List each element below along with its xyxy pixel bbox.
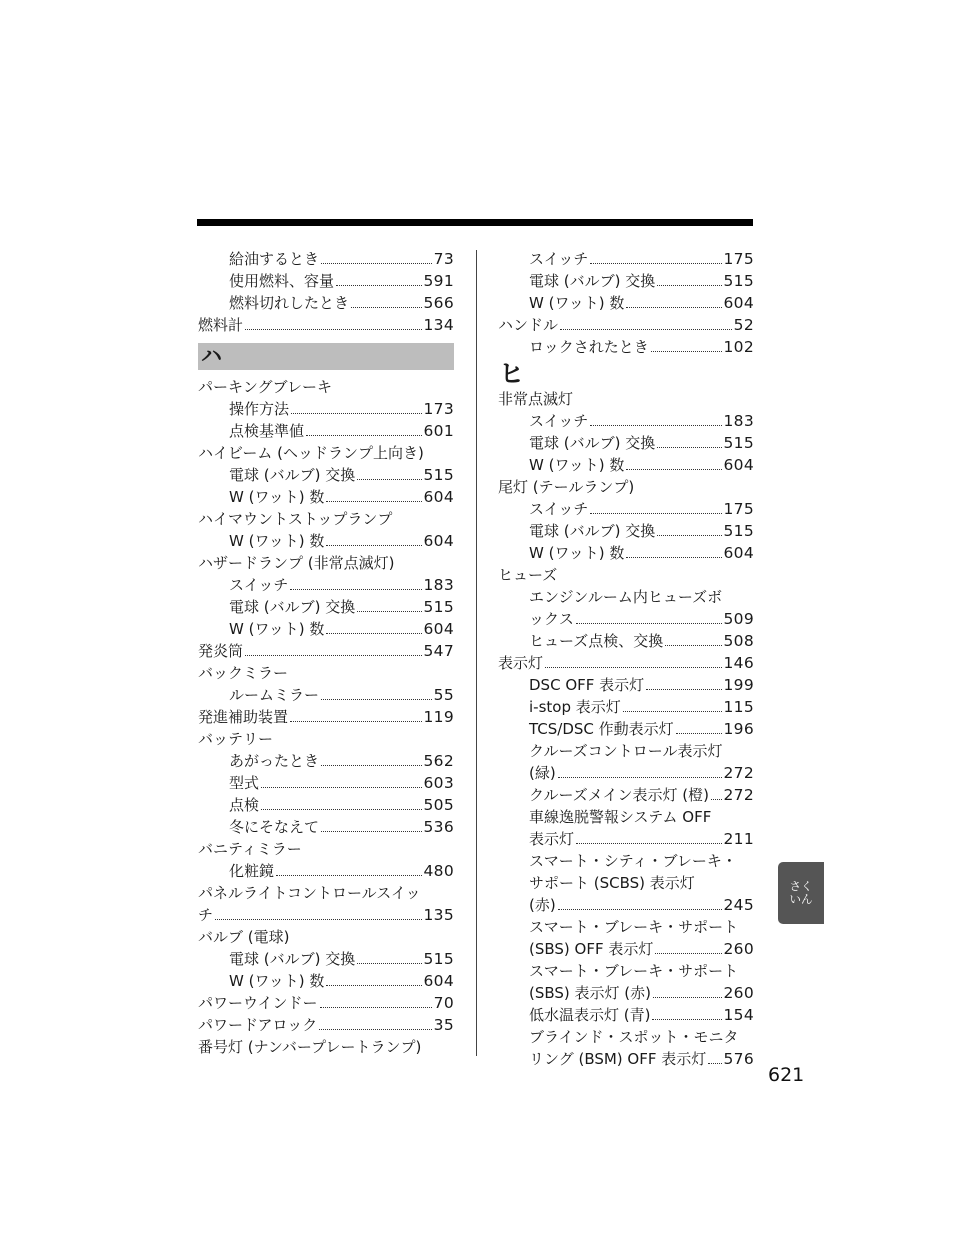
entry-label: W (ワット) 数 (529, 456, 625, 474)
index-subentry[interactable] (198, 530, 454, 552)
index-subentry[interactable] (498, 1048, 754, 1070)
index-subentry[interactable] (498, 784, 754, 806)
entry-label: 操作方法 (229, 400, 290, 418)
entry-page-ref[interactable]: 604 (423, 532, 454, 550)
entry-label: 点検 (229, 796, 260, 814)
index-entry-continuation: スマート・ブレーキ・サポート (529, 918, 739, 936)
entry-page-ref[interactable]: 199 (723, 676, 754, 694)
index-subentry[interactable] (498, 542, 754, 564)
entry-page-ref[interactable]: 604 (423, 620, 454, 638)
section-heading: ヒ (499, 359, 525, 388)
entry-label: 発炎筒 (198, 642, 244, 660)
entry-label: スイッチ (529, 412, 589, 430)
entry-label: (緑) (529, 764, 556, 782)
dot-leader (336, 285, 421, 286)
entry-page-ref[interactable]: 135 (423, 906, 454, 924)
entry-page-ref[interactable]: 154 (723, 1006, 754, 1024)
entry-label: スイッチ (229, 576, 289, 594)
index-subentry[interactable] (498, 828, 754, 850)
entry-label: W (ワット) 数 (529, 544, 625, 562)
index-heading (198, 728, 454, 750)
entry-label: スイッチ (529, 250, 589, 268)
index-heading-label: ハイビーム (ヘッドランプ上向き) (198, 444, 424, 462)
entry-label: 表示灯 (529, 830, 575, 848)
entry-label: i-stop 表示灯 (529, 698, 621, 716)
page-number: 621 (768, 1064, 805, 1086)
dot-leader (623, 711, 722, 712)
entry-label: ロックされたとき (529, 338, 649, 356)
entry-page-ref[interactable]: 604 (723, 294, 754, 312)
entry-page-ref[interactable]: 604 (723, 544, 754, 562)
entry-label: 電球 (バルブ) 交換 (529, 522, 656, 540)
index-entry-continuation: サポート (SCBS) 表示灯 (529, 874, 695, 892)
entry-page-ref[interactable]: 515 (723, 522, 754, 540)
entry-page-ref[interactable]: 480 (423, 862, 454, 880)
index-subentry[interactable] (198, 292, 454, 314)
index-heading-label: パーキングブレーキ (198, 378, 332, 396)
index-heading-label: ハザードランプ (非常点滅灯) (198, 554, 395, 572)
section-heading: ハ (198, 343, 454, 370)
dot-leader (320, 1007, 432, 1008)
dot-leader (590, 425, 721, 426)
index-subentry[interactable] (198, 794, 454, 816)
entry-page-ref[interactable]: 515 (423, 466, 454, 484)
entry-page-ref[interactable]: 102 (723, 338, 754, 356)
dot-leader (590, 513, 721, 514)
entry-label: リング (BSM) OFF 表示灯 (529, 1050, 707, 1068)
entry-page-ref[interactable]: 245 (723, 896, 754, 914)
index-subentry[interactable] (198, 398, 454, 420)
dot-leader (676, 733, 722, 734)
entry-label: W (ワット) 数 (229, 532, 325, 550)
entry-label: 低水温表示灯 (青) (529, 1006, 651, 1024)
index-subentry[interactable] (498, 982, 754, 1004)
dot-leader (651, 351, 722, 352)
entry-label: 型式 (229, 774, 260, 792)
dot-leader (590, 263, 721, 264)
index-column-left (198, 248, 454, 1058)
index-subentry[interactable] (498, 762, 754, 784)
entry-page-ref[interactable]: 173 (423, 400, 454, 418)
dot-leader (351, 307, 421, 308)
entry-page-ref[interactable]: 515 (723, 434, 754, 452)
entry-label: 使用燃料、容量 (229, 272, 335, 290)
index-subentry[interactable] (498, 336, 754, 358)
index-heading (198, 662, 454, 684)
index-heading (198, 1036, 454, 1058)
dot-leader (576, 623, 722, 624)
dot-leader (245, 655, 421, 656)
dot-leader (261, 787, 421, 788)
side-tab-line-1: さく (789, 879, 813, 893)
index-heading-label: バニティミラー (198, 840, 302, 858)
dot-leader (290, 721, 421, 722)
dot-leader (276, 875, 421, 876)
entry-label: 電球 (バルブ) 交換 (229, 598, 356, 616)
dot-leader (560, 329, 732, 330)
index-heading (198, 442, 454, 464)
entry-page-ref[interactable]: 52 (733, 316, 754, 334)
index-subentry[interactable] (498, 938, 754, 960)
entry-page-ref[interactable]: 604 (723, 456, 754, 474)
entry-label: ヒューズ点検、交換 (529, 632, 664, 650)
index-subentry[interactable] (498, 498, 754, 520)
index-subentry[interactable] (498, 1004, 754, 1026)
dot-leader (215, 919, 421, 920)
index-subentry[interactable] (498, 432, 754, 454)
dot-leader (357, 611, 421, 612)
index-subentry[interactable] (198, 772, 454, 794)
entry-page-ref[interactable]: 604 (423, 488, 454, 506)
entry-page-ref[interactable]: 134 (423, 316, 454, 334)
entry-label: DSC OFF 表示灯 (529, 676, 645, 694)
index-entry[interactable] (198, 1014, 454, 1036)
index-heading-label: 番号灯 (ナンバープレートランプ) (198, 1038, 422, 1056)
entry-page-ref[interactable]: 73 (433, 250, 454, 268)
dot-leader (357, 479, 421, 480)
entry-page-ref[interactable]: 183 (423, 576, 454, 594)
dot-leader (655, 953, 721, 954)
entry-label: 電球 (バルブ) 交換 (229, 950, 356, 968)
index-subentry[interactable] (198, 618, 454, 640)
index-subentry[interactable] (198, 248, 454, 270)
entry-page-ref[interactable]: 515 (723, 272, 754, 290)
entry-label: 電球 (バルブ) 交換 (529, 272, 656, 290)
entry-page-ref[interactable]: 536 (423, 818, 454, 836)
entry-page-ref[interactable]: 576 (723, 1050, 754, 1068)
index-entry-continuation: スマート・ブレーキ・サポート (529, 962, 739, 980)
index-heading (498, 564, 754, 586)
index-subentry[interactable] (198, 596, 454, 618)
entry-label: (赤) (529, 896, 556, 914)
entry-label: W (ワット) 数 (529, 294, 625, 312)
index-subentry[interactable] (498, 696, 754, 718)
entry-page-ref[interactable]: 175 (723, 250, 754, 268)
dot-leader (657, 285, 721, 286)
index-heading-label: パネルライトコントロールスイッ (198, 884, 421, 902)
entry-label: ックス (529, 610, 574, 628)
index-heading-label: 非常点滅灯 (498, 390, 574, 408)
entry-label: W (ワット) 数 (229, 620, 325, 638)
entry-page-ref[interactable]: 175 (723, 500, 754, 518)
dot-leader (657, 535, 721, 536)
entry-label: 電球 (バルブ) 交換 (229, 466, 356, 484)
entry-label: 電球 (バルブ) 交換 (529, 434, 656, 452)
entry-label: W (ワット) 数 (229, 972, 325, 990)
index-heading (198, 882, 454, 904)
index-subentry[interactable] (498, 270, 754, 292)
index-subentry[interactable] (498, 410, 754, 432)
entry-page-ref[interactable]: 70 (433, 994, 454, 1012)
index-subentry[interactable] (498, 608, 754, 630)
dot-leader (261, 809, 421, 810)
index-heading (498, 388, 754, 410)
index-heading (498, 476, 754, 498)
dot-leader (708, 1063, 721, 1064)
entry-page-ref[interactable]: 55 (433, 686, 454, 704)
index-subentry[interactable] (198, 860, 454, 882)
entry-page-ref[interactable]: 566 (423, 294, 454, 312)
index-subentry[interactable] (498, 248, 754, 270)
index-subentry[interactable] (198, 816, 454, 838)
dot-leader (326, 985, 421, 986)
index-heading (198, 926, 454, 948)
entry-label: TCS/DSC 作動表示灯 (529, 720, 674, 738)
entry-page-ref[interactable]: 211 (723, 830, 754, 848)
index-heading (198, 508, 454, 530)
entry-page-ref[interactable]: 260 (723, 984, 754, 1002)
entry-page-ref[interactable]: 196 (723, 720, 754, 738)
entry-page-ref[interactable]: 146 (723, 654, 754, 672)
entry-label: 化粧鏡 (229, 862, 275, 880)
index-entry[interactable] (198, 706, 454, 728)
entry-page-ref[interactable]: 35 (433, 1016, 454, 1034)
dot-leader (290, 589, 421, 590)
entry-label: (SBS) 表示灯 (赤) (529, 984, 652, 1002)
entry-page-ref[interactable]: 508 (723, 632, 754, 650)
index-heading-label: 尾灯 (テールランプ) (498, 478, 635, 496)
index-entry-continuation: スマート・シティ・ブレーキ・ (529, 852, 737, 870)
dot-leader (326, 545, 421, 546)
entry-label: あがったとき (229, 752, 320, 770)
dot-leader (665, 645, 721, 646)
index-subentry[interactable] (198, 750, 454, 772)
index-entry[interactable] (198, 992, 454, 1014)
index-subentry[interactable] (498, 520, 754, 542)
dot-leader (626, 557, 721, 558)
index-subentry[interactable] (198, 486, 454, 508)
dot-leader (291, 413, 421, 414)
entry-label: (SBS) OFF 表示灯 (529, 940, 654, 958)
index-subentry[interactable] (498, 292, 754, 314)
dot-leader (357, 963, 421, 964)
top-rule (197, 219, 753, 226)
side-tab-line-2: いん (789, 892, 813, 906)
entry-label: 発進補助装置 (198, 708, 289, 726)
entry-page-ref[interactable]: 260 (723, 940, 754, 958)
index-subentry[interactable] (198, 464, 454, 486)
dot-leader (321, 831, 421, 832)
index-entry[interactable] (198, 640, 454, 662)
dot-leader (626, 469, 721, 470)
dot-leader (545, 667, 721, 668)
entry-label: ルームミラー (229, 686, 320, 704)
index-subentry[interactable] (498, 630, 754, 652)
entry-page-ref[interactable]: 115 (723, 698, 754, 716)
index-heading (198, 376, 454, 398)
dot-leader (245, 329, 421, 330)
index-subentry[interactable] (198, 574, 454, 596)
entry-page-ref[interactable]: 547 (423, 642, 454, 660)
entry-label: W (ワット) 数 (229, 488, 325, 506)
dot-leader (319, 1029, 431, 1030)
entry-page-ref[interactable]: 515 (423, 950, 454, 968)
index-entry[interactable] (198, 904, 454, 926)
index-heading-label: バルブ (電球) (198, 928, 290, 946)
entry-label: 燃料切れしたとき (229, 294, 350, 312)
index-subentry[interactable] (198, 948, 454, 970)
dot-leader (576, 843, 721, 844)
index-subentry[interactable] (198, 270, 454, 292)
entry-label: クルーズメイン表示灯 (橙) (529, 786, 709, 804)
dot-leader (326, 633, 421, 634)
entry-page-ref[interactable]: 604 (423, 972, 454, 990)
dot-leader (711, 799, 722, 800)
index-entry-continuation: エンジンルーム内ヒューズボ (529, 588, 723, 606)
entry-page-ref[interactable]: 272 (723, 764, 754, 782)
entry-label: スイッチ (529, 500, 589, 518)
dot-leader (558, 777, 722, 778)
dot-leader (652, 1019, 721, 1020)
entry-page-ref[interactable]: 591 (423, 272, 454, 290)
entry-page-ref[interactable]: 183 (723, 412, 754, 430)
dot-leader (558, 909, 722, 910)
index-heading-label: バックミラー (198, 664, 289, 682)
entry-page-ref[interactable]: 272 (723, 786, 754, 804)
index-subentry[interactable] (198, 684, 454, 706)
index-heading (198, 838, 454, 860)
dot-leader (321, 699, 432, 700)
dot-leader (321, 263, 432, 264)
entry-label: 冬にそなえて (229, 818, 320, 836)
entry-label: チ (198, 906, 214, 924)
entry-page-ref[interactable]: 562 (423, 752, 454, 770)
index-subentry[interactable] (198, 420, 454, 442)
index-heading-label: ハイマウントストップランプ (198, 510, 393, 528)
index-heading (198, 552, 454, 574)
index-entry[interactable] (498, 314, 754, 336)
dot-leader (653, 997, 721, 998)
entry-label: パワーウインドー (198, 994, 318, 1012)
index-entry-continuation: 車線逸脱警報システム OFF (529, 808, 712, 826)
index-side-tab[interactable] (778, 862, 824, 924)
index-subentry[interactable] (198, 970, 454, 992)
index-heading-label: バッテリー (198, 730, 274, 748)
index-subentry[interactable] (498, 718, 754, 740)
entry-label: 点検基準値 (229, 422, 305, 440)
index-entry-continuation: クルーズコントロール表示灯 (529, 742, 723, 760)
entry-label: 表示灯 (498, 654, 544, 672)
dot-leader (657, 447, 721, 448)
dot-leader (321, 765, 421, 766)
dot-leader (326, 501, 421, 502)
dot-leader (626, 307, 721, 308)
entry-page-ref[interactable]: 509 (723, 610, 754, 628)
entry-label: パワードアロック (198, 1016, 318, 1034)
index-entry-continuation: ブラインド・スポット・モニタ (529, 1028, 739, 1046)
index-entry[interactable] (198, 314, 454, 336)
index-entry[interactable] (498, 652, 754, 674)
entry-label: ハンドル (498, 316, 559, 334)
index-heading-label: ヒューズ (498, 566, 558, 584)
entry-page-ref[interactable]: 603 (423, 774, 454, 792)
entry-label: 給油するとき (229, 250, 320, 268)
entry-label: 燃料計 (198, 316, 244, 334)
index-subentry[interactable] (498, 894, 754, 916)
dot-leader (306, 435, 421, 436)
index-subentry[interactable] (498, 454, 754, 476)
index-column-right (498, 248, 754, 1070)
index-subentry[interactable] (498, 674, 754, 696)
column-divider (476, 250, 477, 1056)
dot-leader (646, 689, 721, 690)
entry-page-ref[interactable]: 119 (423, 708, 454, 726)
entry-page-ref[interactable]: 515 (423, 598, 454, 616)
entry-page-ref[interactable]: 601 (423, 422, 454, 440)
entry-page-ref[interactable]: 505 (423, 796, 454, 814)
